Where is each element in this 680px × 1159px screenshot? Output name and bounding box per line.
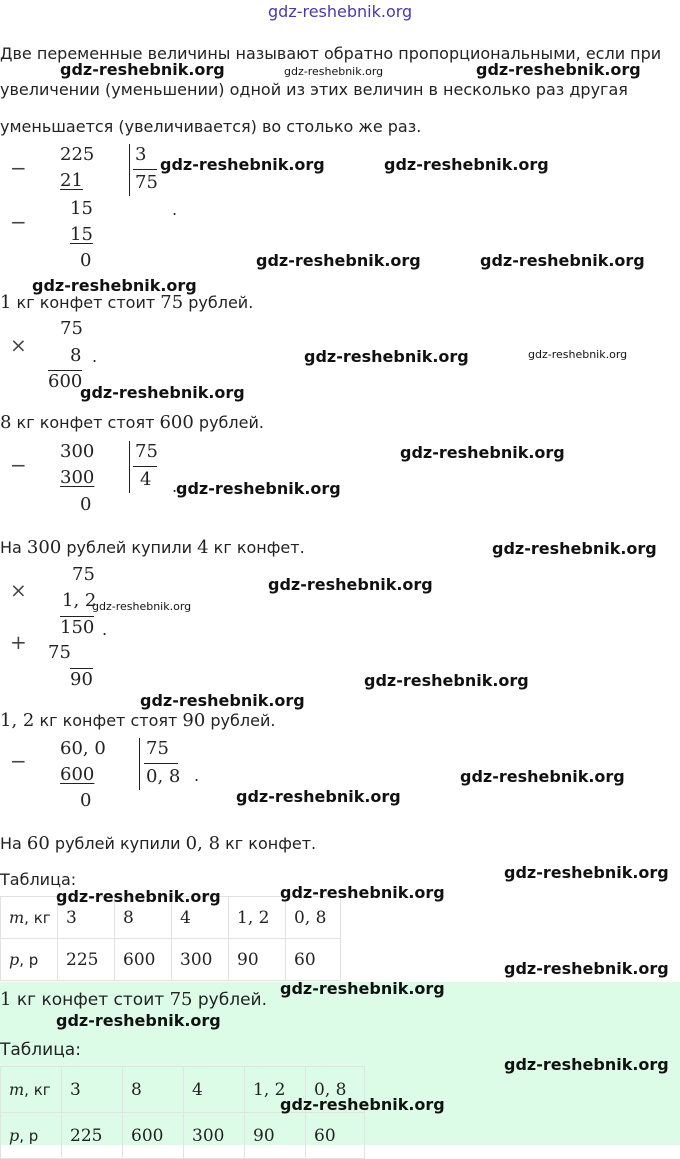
row-header: p, р bbox=[1, 939, 58, 981]
statement-2: 8 кг конфет стоят 600 рублей. bbox=[0, 412, 264, 433]
table-cell: 60 bbox=[306, 1113, 365, 1159]
quotient-line bbox=[133, 466, 157, 467]
watermark: gdz-reshebnik.org bbox=[256, 251, 421, 270]
table-cell: 0, 8 bbox=[306, 1067, 365, 1113]
product: 600 bbox=[48, 371, 83, 392]
definition-line-3: уменьшается (увеличивается) во столько же раз. bbox=[0, 117, 422, 136]
table-cell: 300 bbox=[172, 939, 229, 981]
watermark: gdz-reshebnik.org bbox=[280, 979, 445, 998]
watermark: gdz-reshebnik.org bbox=[280, 1095, 445, 1114]
statement-3: На 300 рублей купили 4 кг конфет. bbox=[0, 537, 305, 558]
row-header: m, кг bbox=[1, 1067, 62, 1113]
watermark: gdz-reshebnik.org bbox=[280, 883, 445, 902]
factor: 8 bbox=[70, 345, 82, 366]
table-cell: 600 bbox=[123, 1113, 184, 1159]
partial-product: 75 bbox=[48, 642, 71, 663]
remainder: 15 bbox=[70, 198, 93, 219]
watermark: gdz-reshebnik.org bbox=[160, 155, 325, 174]
dividend: 60, 0 bbox=[60, 738, 106, 759]
divisor: 75 bbox=[146, 738, 169, 759]
partial-product: 150 bbox=[60, 617, 95, 638]
statement-5: На 60 рублей купили 0, 8 кг конфет. bbox=[0, 833, 317, 854]
remainder: 0 bbox=[80, 250, 92, 271]
divisor: 3 bbox=[135, 144, 147, 165]
table-row bbox=[1, 939, 341, 981]
factor: 75 bbox=[60, 318, 83, 339]
division-bar bbox=[129, 144, 130, 196]
watermark: gdz-reshebnik.org bbox=[284, 65, 384, 78]
table-cell: 4 bbox=[184, 1067, 245, 1113]
table-cell: 90 bbox=[245, 1113, 306, 1159]
definition-line-2: увеличении (уменьшении) одной из этих величин в несколько раз другая bbox=[0, 80, 628, 99]
table-cell: 1, 2 bbox=[245, 1067, 306, 1113]
watermark: gdz-reshebnik.org bbox=[480, 251, 645, 270]
table-cell: 1, 2 bbox=[229, 897, 286, 939]
table-cell: 300 bbox=[184, 1113, 245, 1159]
table-cell: 90 bbox=[229, 939, 286, 981]
division-bar bbox=[129, 441, 130, 493]
dividend: 225 bbox=[60, 144, 95, 165]
subtrahend: 15 bbox=[70, 224, 93, 245]
watermark: gdz-reshebnik.org bbox=[176, 479, 341, 498]
table-cell: 0, 8 bbox=[286, 897, 341, 939]
dividend: 300 bbox=[60, 441, 95, 462]
row-header: p, р bbox=[1, 1113, 62, 1159]
table-cell: 225 bbox=[58, 939, 115, 981]
subtrahend: 600 bbox=[60, 764, 95, 785]
remainder: 0 bbox=[80, 494, 92, 515]
subtrahend: 21 bbox=[60, 170, 83, 191]
watermark: gdz-reshebnik.org bbox=[384, 155, 549, 174]
watermark: gdz-reshebnik.org bbox=[492, 539, 657, 558]
table-label: Таблица: bbox=[0, 870, 77, 889]
dot: . bbox=[172, 477, 178, 496]
minus-sign: − bbox=[10, 156, 27, 180]
table-cell: 3 bbox=[58, 897, 115, 939]
highlight-table-label: Таблица: bbox=[0, 1040, 81, 1060]
watermark-top: gdz-reshebnik.org bbox=[268, 2, 413, 21]
minus-sign: − bbox=[10, 453, 27, 477]
watermark: gdz-reshebnik.org bbox=[460, 767, 625, 786]
quotient-line bbox=[144, 763, 178, 764]
quotient-line bbox=[133, 169, 157, 170]
statement-1: 1 кг конфет стоит 75 рублей. bbox=[0, 292, 254, 313]
dot: . bbox=[92, 347, 98, 366]
watermark: gdz-reshebnik.org bbox=[504, 863, 669, 882]
table-row bbox=[1, 1113, 365, 1159]
factor: 75 bbox=[72, 564, 95, 585]
product: 90 bbox=[70, 669, 93, 690]
times-sign: × bbox=[10, 333, 27, 357]
statement-4: 1, 2 кг конфет стоят 90 рублей. bbox=[0, 710, 276, 731]
watermark: gdz-reshebnik.org bbox=[504, 1055, 669, 1074]
divisor: 75 bbox=[135, 441, 158, 462]
watermark: gdz-reshebnik.org bbox=[60, 60, 225, 79]
table-cell: 600 bbox=[115, 939, 172, 981]
definition-line-1: Две переменные величины называют обратно пропорциональными, если при bbox=[0, 44, 662, 63]
plus-sign: + bbox=[10, 630, 27, 654]
highlight-statement: 1 кг конфет стоит 75 рублей. bbox=[0, 989, 267, 1010]
watermark: gdz-reshebnik.org bbox=[140, 691, 305, 710]
data-table bbox=[0, 896, 341, 981]
minus-sign: − bbox=[10, 749, 27, 773]
watermark: gdz-reshebnik.org bbox=[236, 787, 401, 806]
quotient: 4 bbox=[140, 469, 152, 490]
quotient: 75 bbox=[135, 172, 158, 193]
subtrahend: 300 bbox=[60, 467, 95, 488]
watermark: gdz-reshebnik.org bbox=[32, 276, 197, 295]
minus-sign: − bbox=[10, 210, 27, 234]
dot: . bbox=[194, 766, 200, 785]
division-bar bbox=[139, 738, 140, 790]
dot: . bbox=[102, 620, 108, 639]
remainder: 0 bbox=[80, 790, 92, 811]
dot: . bbox=[172, 200, 178, 219]
watermark: gdz-reshebnik.org bbox=[92, 600, 192, 613]
watermark: gdz-reshebnik.org bbox=[476, 60, 641, 79]
table-cell: 4 bbox=[172, 897, 229, 939]
watermark: gdz-reshebnik.org bbox=[400, 443, 565, 462]
watermark: gdz-reshebnik.org bbox=[504, 959, 669, 978]
table-cell: 225 bbox=[62, 1113, 123, 1159]
watermark: gdz-reshebnik.org bbox=[364, 671, 529, 690]
table-cell: 60 bbox=[286, 939, 341, 981]
watermark: gdz-reshebnik.org bbox=[528, 348, 628, 361]
watermark: gdz-reshebnik.org bbox=[56, 1011, 221, 1030]
factor: 1, 2 bbox=[62, 590, 97, 611]
watermark: gdz-reshebnik.org bbox=[80, 383, 245, 402]
quotient: 0, 8 bbox=[146, 766, 181, 787]
watermark: gdz-reshebnik.org bbox=[268, 575, 433, 594]
row-header: m, кг bbox=[1, 897, 58, 939]
table-cell: 3 bbox=[62, 1067, 123, 1113]
times-sign: × bbox=[10, 578, 27, 602]
watermark: gdz-reshebnik.org bbox=[304, 347, 469, 366]
watermark: gdz-reshebnik.org bbox=[56, 887, 221, 906]
table-cell: 8 bbox=[115, 897, 172, 939]
table-cell: 8 bbox=[123, 1067, 184, 1113]
